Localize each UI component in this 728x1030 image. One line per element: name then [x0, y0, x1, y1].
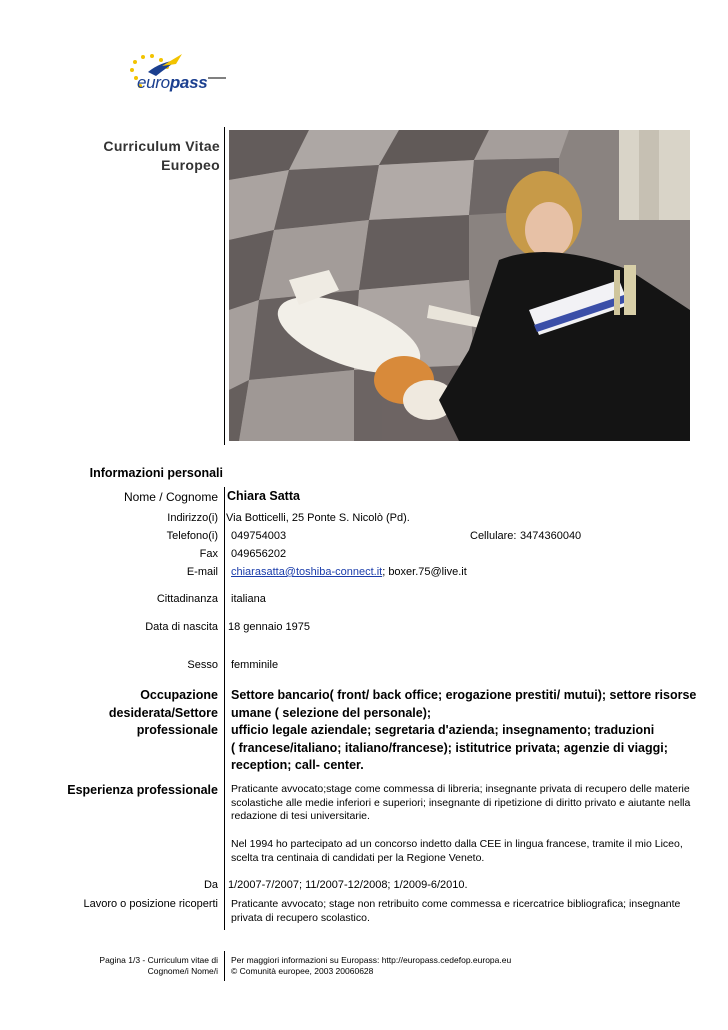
birth-value: 18 gennaio 1975 [228, 621, 310, 633]
fax-label: Fax [199, 548, 218, 560]
name-label: Nome / Cognome [123, 490, 218, 504]
occupation-label-line: professionale [136, 723, 218, 737]
email-link[interactable]: chiarasatta@toshiba-connect.it [231, 566, 383, 578]
occupation-label-line: desiderata/Settore [108, 705, 218, 720]
phone-label: Telefono(i) [166, 530, 218, 542]
profile-photo [229, 130, 690, 441]
footer-page-info: Pagina 1/3 - Curriculum vitae di [99, 955, 218, 965]
from-value: 1/2007-7/2007; 11/2007-12/2008; 1/2009-6/2010. [228, 879, 468, 891]
birth-label: Data di nascita [145, 621, 218, 633]
experience-paragraph-2 [231, 838, 701, 865]
from-label: Da [203, 879, 218, 891]
name-value: Chiara Satta [227, 489, 300, 503]
phone-value: 049754003 [231, 530, 287, 542]
mobile-value: 3474360040 [520, 530, 582, 542]
occupation-line: Settore bancario( front/ back office; erogazione prestiti/ mutui); settore risorse [231, 688, 697, 702]
experience-paragraph-1 [231, 783, 701, 824]
cv-title [60, 137, 220, 175]
mobile-label: Cellulare: [470, 530, 517, 542]
email-secondary: ; boxer.75@live.it [382, 566, 467, 578]
email-label: E-mail [186, 566, 218, 578]
experience-line: redazione di tesi universitarie. [231, 810, 370, 822]
footer-copyright: © Comunità europee, 2003 20060628 [231, 966, 374, 976]
occupation-text [231, 687, 701, 775]
occupation-line: ( francese/italiano; italiano/francese); istitutrice privata; agenzie di viaggi; [231, 740, 668, 755]
address-label: Indirizzo(i) [167, 512, 218, 524]
occupation-line: ufficio legale aziendale; segretaria d'azienda; insegnamento; traduzioni [231, 723, 655, 737]
citizenship-value: italiana [231, 593, 266, 605]
footer-left [99, 955, 218, 977]
occupation-line: reception; call- center. [231, 758, 364, 772]
role-line: privata di recupero scolastico. [231, 911, 370, 924]
section-personal-heading: Informazioni personali [89, 466, 223, 480]
section-experience-heading: Esperienza professionale [67, 783, 218, 797]
divider-line [224, 487, 225, 930]
role-label: Lavoro o posizione ricoperti [83, 898, 218, 910]
sex-label: Sesso [187, 659, 218, 671]
europass-logo-text: europass [137, 73, 208, 92]
footer-more-info: Per maggiori informazioni su Europass: http://europass.cedefop.europa.eu [231, 955, 512, 965]
experience-line: Praticante avvocato;stage come commessa di libreria; insegnante privata di recupero delle materie [231, 783, 690, 795]
cv-title-line1: Curriculum Vitae [103, 138, 220, 154]
role-value [231, 898, 701, 925]
role-line: Praticante avvocato; stage non retribuito come commessa e ricercatrice bibliografica; insegnante [231, 898, 681, 910]
cv-title-line2: Europeo [161, 157, 220, 173]
footer-name-info: Cognome/i Nome/i [147, 966, 218, 976]
sex-value: femminile [231, 659, 279, 671]
occupation-label-line: Occupazione [140, 688, 218, 702]
footer-right [231, 955, 511, 977]
experience-line: scelta tra centinaia di candidati per la Regione Veneto. [231, 851, 485, 864]
divider-line [224, 127, 225, 445]
experience-line: scolastiche alle medie inferiori e superiori; insegnante di ripetizione di diritto privato e aiutante nella [231, 796, 691, 809]
address-value: Via Botticelli, 25 Ponte S. Nicolò (Pd). [226, 512, 410, 524]
divider-line [224, 951, 225, 981]
experience-line: Nel 1994 ho partecipato ad un concorso indetto dalla CEE in lingua francese, tramite il mio Liceo, [231, 838, 683, 850]
fax-value: 049656202 [231, 548, 287, 560]
occupation-label [109, 687, 218, 740]
email-value [231, 566, 467, 578]
occupation-line: umane ( selezione del personale); [231, 705, 432, 720]
citizenship-label: Cittadinanza [156, 593, 218, 605]
